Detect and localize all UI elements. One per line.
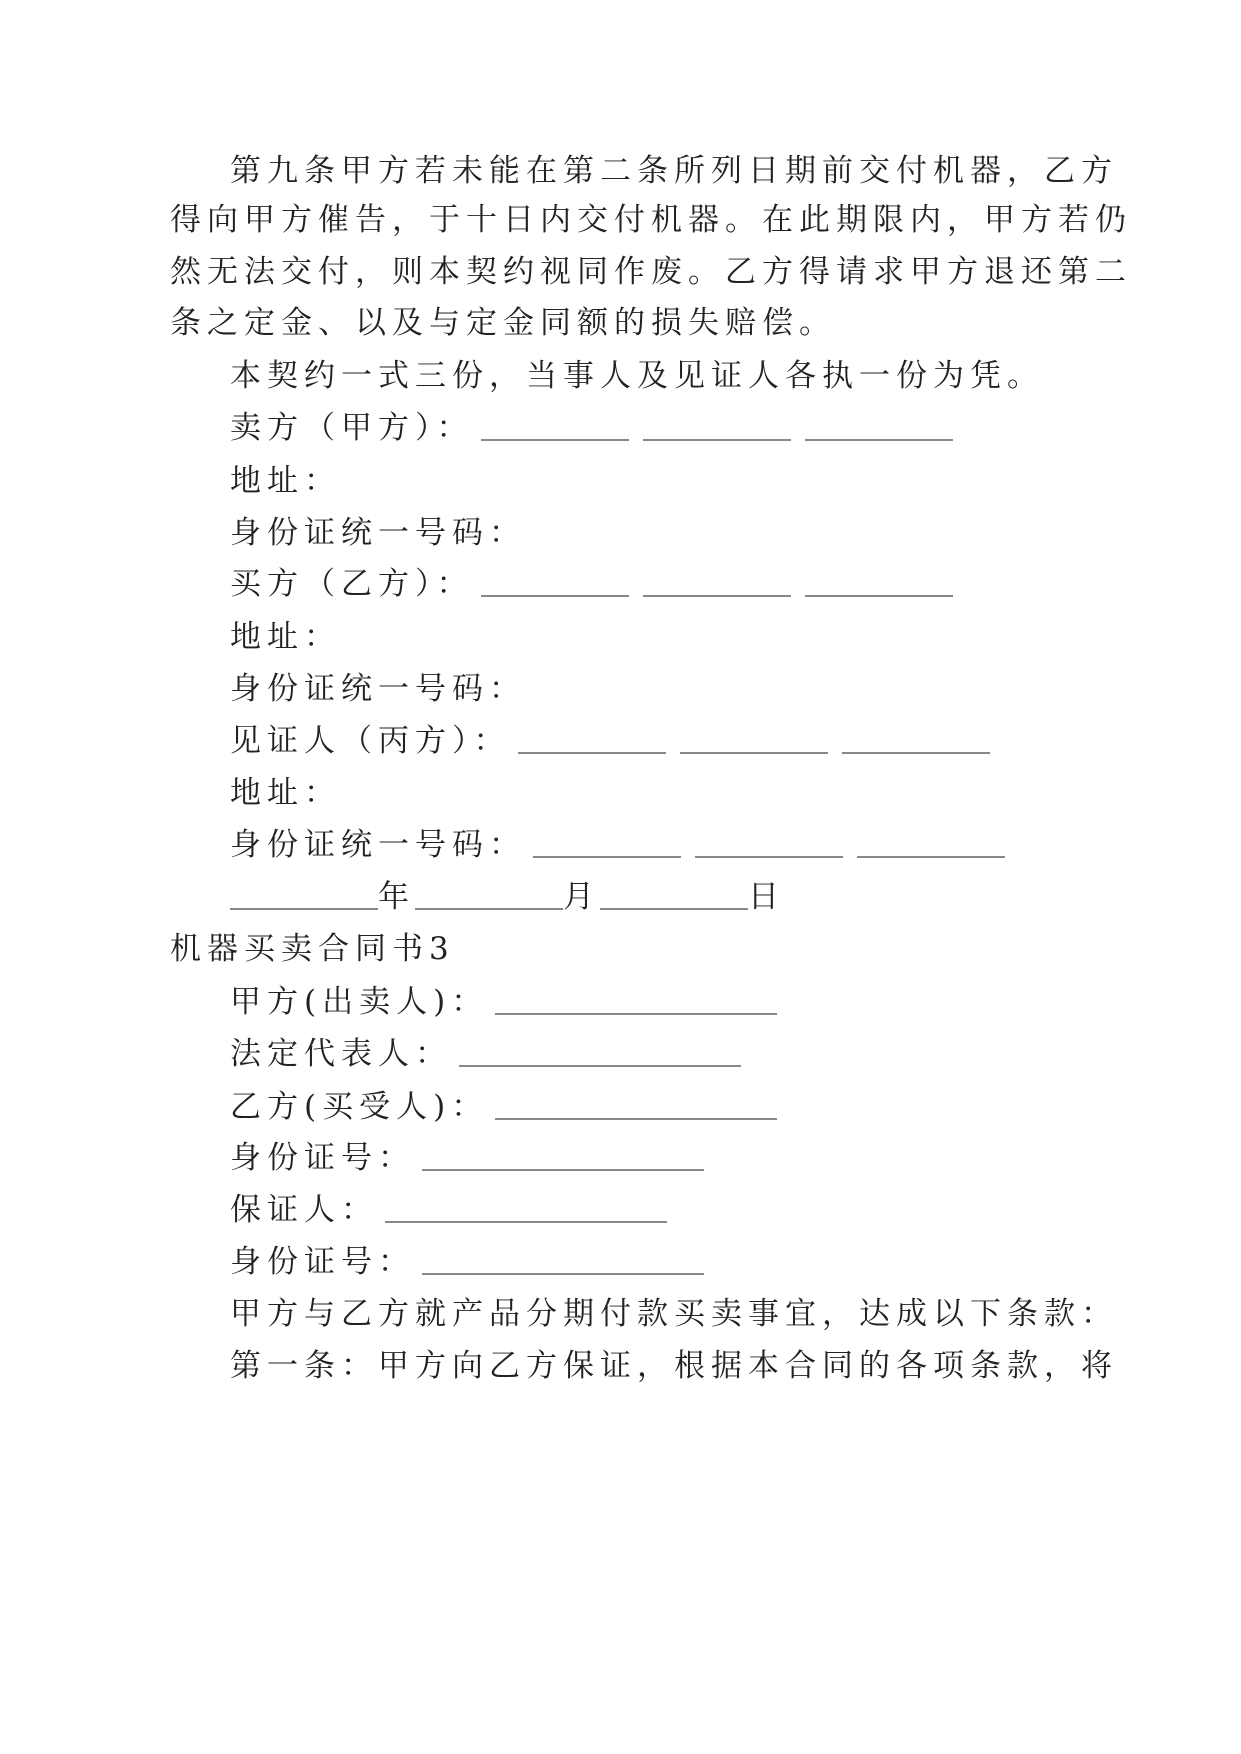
guarantor-blank: [385, 1221, 667, 1223]
contract3-title: 机器买卖合同书3: [170, 931, 455, 967]
party-a-blank: [495, 1013, 777, 1015]
party-b-id-blank: [422, 1169, 704, 1171]
clause9-line2: 得向甲方催告，于十日内交付机器。在此期限内，甲方若仍: [170, 202, 1132, 238]
witness-id-line: [230, 825, 1012, 865]
party-b-blank: [495, 1118, 777, 1120]
clause9-line1: 第九条甲方若未能在第二条所列日期前交付机器，乙方: [230, 153, 1118, 189]
seller-blank-3: [805, 439, 953, 441]
party-b-id-line: [230, 1138, 711, 1178]
buyer-signature-line: [230, 564, 960, 604]
party-b-label: 乙方(买受人)：: [230, 1089, 489, 1125]
guarantor-id-blank: [422, 1273, 704, 1275]
witness-id-blank-1: [533, 856, 681, 858]
guarantor-id-line: [230, 1242, 711, 1282]
clause9-line4: 条之定金、以及与定金同额的损失赔偿。: [170, 305, 836, 341]
month-blank: [415, 908, 563, 910]
witness-blank-1: [518, 752, 666, 754]
buyer-id-label: 身份证统一号码：: [230, 671, 526, 707]
buyer-address-label: 地址：: [230, 619, 341, 655]
guarantor-id-label: 身份证号：: [230, 1244, 415, 1280]
witness-id-label: 身份证统一号码：: [230, 827, 526, 863]
party-b-line: [230, 1087, 784, 1127]
guarantor-label: 保证人：: [230, 1192, 378, 1228]
legal-rep-line: [230, 1034, 748, 1074]
year-label: 年: [378, 879, 415, 915]
seller-blank-2: [643, 439, 791, 441]
seller-label: 卖方（甲方）：: [230, 410, 474, 446]
witness-signature-line: [230, 721, 997, 761]
witness-id-blank-3: [857, 856, 1005, 858]
seller-address-label: 地址：: [230, 463, 341, 499]
legal-rep-blank: [459, 1065, 741, 1067]
witness-id-blank-2: [695, 856, 843, 858]
buyer-label: 买方（乙方）：: [230, 566, 474, 602]
buyer-blank-2: [643, 595, 791, 597]
party-a-label: 甲方(出卖人)：: [230, 984, 489, 1020]
witness-address-label: 地址：: [230, 775, 341, 811]
guarantor-line: [230, 1190, 674, 1230]
contract3-intro: 甲方与乙方就产品分期付款买卖事宜，达成以下条款：: [230, 1296, 1118, 1332]
seller-id-label: 身份证统一号码：: [230, 515, 526, 551]
witness-blank-3: [842, 752, 990, 754]
party-a-line: [230, 982, 784, 1022]
buyer-blank-3: [805, 595, 953, 597]
month-label: 月: [563, 879, 600, 915]
clause9-line3: 然无法交付，则本契约视同作废。乙方得请求甲方退还第二: [170, 254, 1132, 290]
article1-start: 第一条：甲方向乙方保证，根据本合同的各项条款，将: [230, 1348, 1118, 1384]
date-line: [230, 877, 785, 917]
day-label: 日: [748, 879, 785, 915]
buyer-blank-1: [481, 595, 629, 597]
seller-blank-1: [481, 439, 629, 441]
seller-signature-line: [230, 408, 960, 448]
witness-label: 见证人（丙方）：: [230, 723, 511, 759]
legal-rep-label: 法定代表人：: [230, 1036, 452, 1072]
party-b-id-label: 身份证号：: [230, 1140, 415, 1176]
day-blank: [600, 908, 748, 910]
copies-note: 本契约一式三份，当事人及见证人各执一份为凭。: [230, 358, 1044, 394]
year-blank: [230, 908, 378, 910]
witness-blank-2: [680, 752, 828, 754]
